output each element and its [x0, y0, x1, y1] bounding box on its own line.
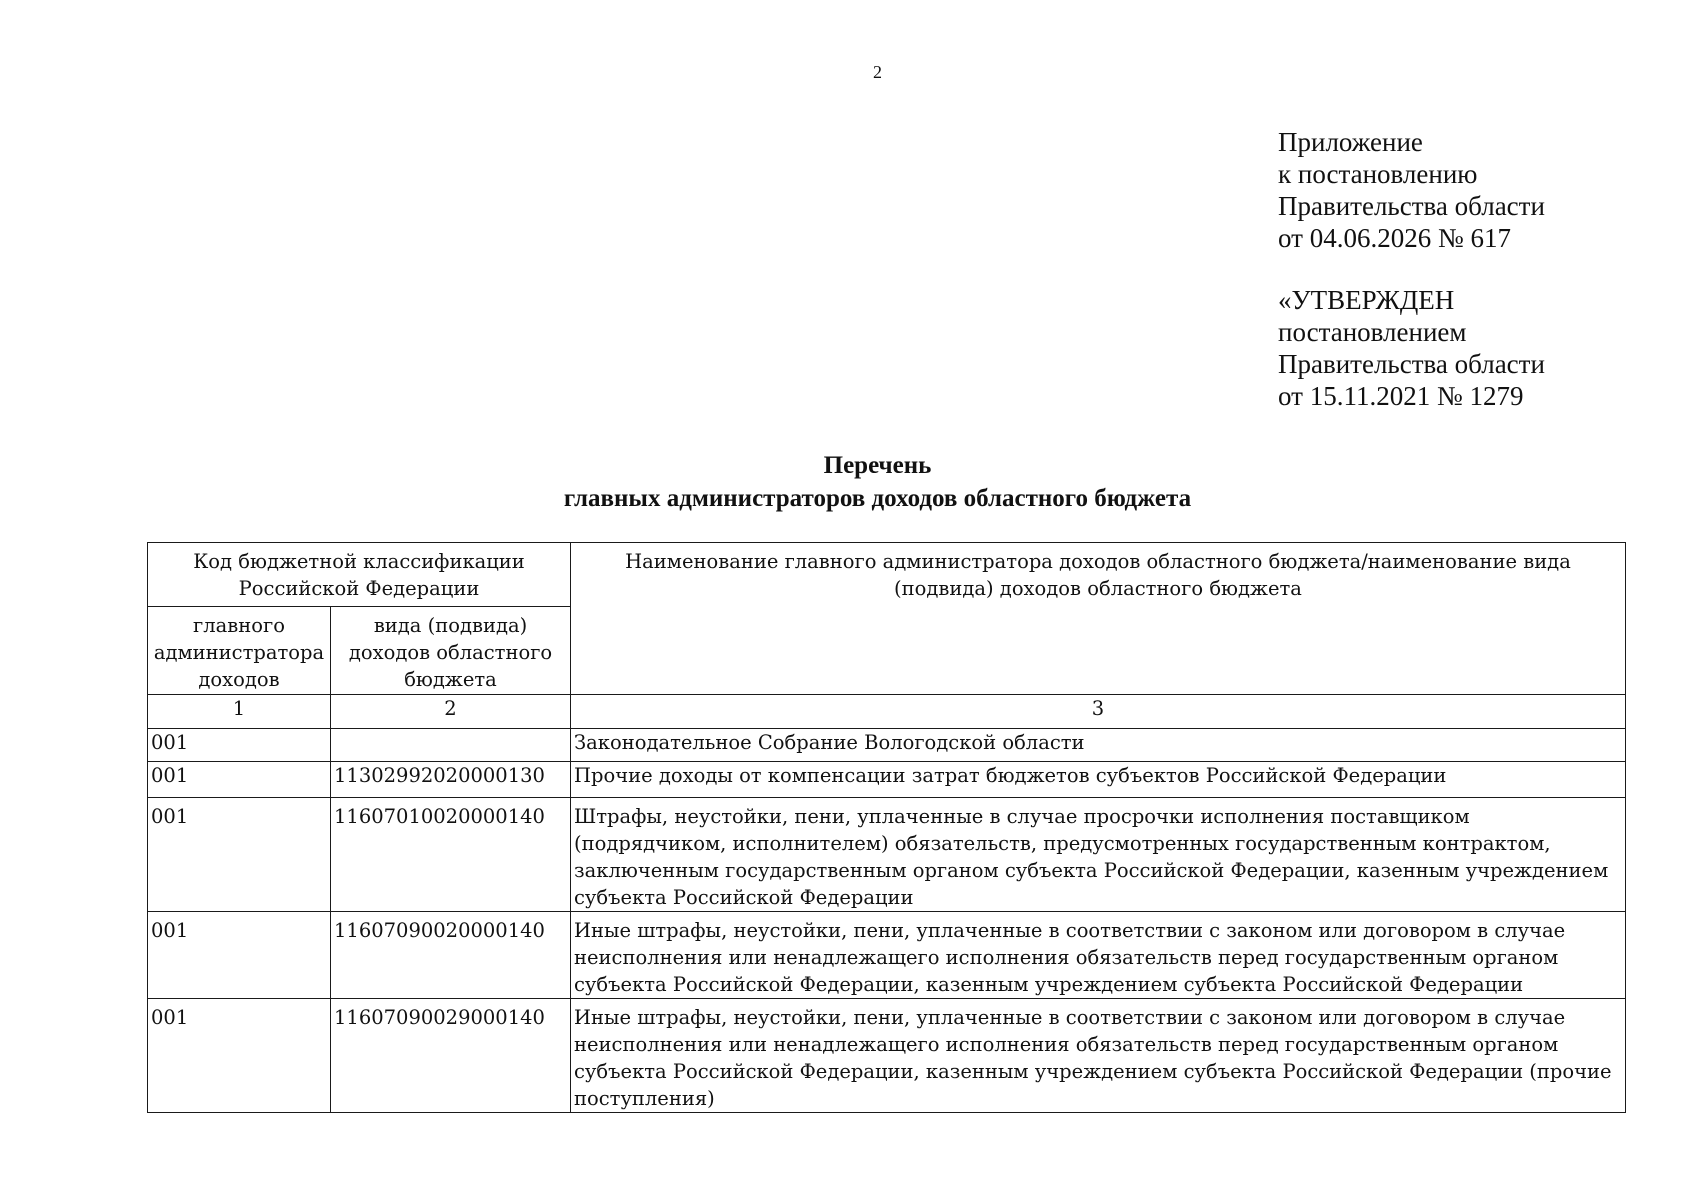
document-title: Перечень [823, 452, 932, 479]
page-number: 2 [873, 62, 882, 82]
row-income-code: 11607090029000140 [331, 999, 571, 1113]
row-admin-code: 001 [148, 912, 331, 999]
row-admin-code: 001 [148, 798, 331, 912]
appendix-gap [1278, 254, 1545, 284]
approved-line: Правительства области [1278, 349, 1545, 379]
approved-line: постановлением [1278, 317, 1467, 347]
appendix-line: к постановлению [1278, 159, 1478, 189]
table-row [148, 798, 1626, 912]
appendix-block [1278, 126, 1545, 412]
table-row [148, 999, 1626, 1113]
table-row [148, 729, 1626, 762]
column-number: 1 [148, 695, 331, 729]
table-header-row [148, 543, 1626, 607]
header-code-cell: вида (подвида) доходов областного бюджета [331, 607, 571, 695]
row-income-code [331, 729, 571, 762]
approved-line: от 15.11.2021 № 1279 [1278, 381, 1524, 411]
row-income-code: 11607090020000140 [331, 912, 571, 999]
header-name-cell: Наименование главного администратора доходов областного бюджета/наименование вида (подвида) доходов областного бюджета [571, 543, 1626, 695]
row-name: Штрафы, неустойки, пени, уплаченные в случае просрочки исполнения поставщиком (подрядчиком, исполнителем) обязательств, предусмотренных государственным контрактом, заключенным государственным органом субъекта Российской Федерации, казенным учреждением субъекта Российской Федерации [571, 798, 1626, 912]
row-admin-code: 001 [148, 999, 331, 1113]
row-income-code: 11607010020000140 [331, 798, 571, 912]
column-number: 3 [571, 695, 1626, 729]
appendix-line: Правительства области [1278, 191, 1545, 221]
row-name: Законодательное Собрание Вологодской области [571, 729, 1626, 762]
row-name: Иные штрафы, неустойки, пени, уплаченные в соответствии с законом или договором в случае неисполнения или ненадлежащего исполнения обязательств перед государственным органом субъекта Российской Федерации, казенным учреждением субъекта Российской Федерации [571, 912, 1626, 999]
administrators-table [147, 542, 1626, 1113]
document-subtitle: главных администраторов доходов областного бюджета [563, 485, 1192, 512]
row-income-code: 11302992020000130 [331, 762, 571, 798]
column-number-row [148, 695, 1626, 729]
row-name: Прочие доходы от компенсации затрат бюджетов субъектов Российской Федерации [571, 762, 1626, 798]
approved-line: «УТВЕРЖДЕН [1278, 285, 1455, 315]
row-admin-code: 001 [148, 729, 331, 762]
appendix-line: Приложение [1278, 127, 1423, 157]
table-row [148, 762, 1626, 798]
header-admin-cell: главного администратора доходов [148, 607, 331, 695]
appendix-line: от 04.06.2026 № 617 [1278, 223, 1511, 253]
row-name: Иные штрафы, неустойки, пени, уплаченные в соответствии с законом или договором в случае неисполнения или ненадлежащего исполнения обязательств перед государственным органом субъекта Российской Федерации, казенным учреждением субъекта Российской Федерации (прочие поступления) [571, 999, 1626, 1113]
column-number: 2 [331, 695, 571, 729]
header-group-cell: Код бюджетной классификации Российской Федерации [148, 543, 571, 607]
table-row [148, 912, 1626, 999]
row-admin-code: 001 [148, 762, 331, 798]
